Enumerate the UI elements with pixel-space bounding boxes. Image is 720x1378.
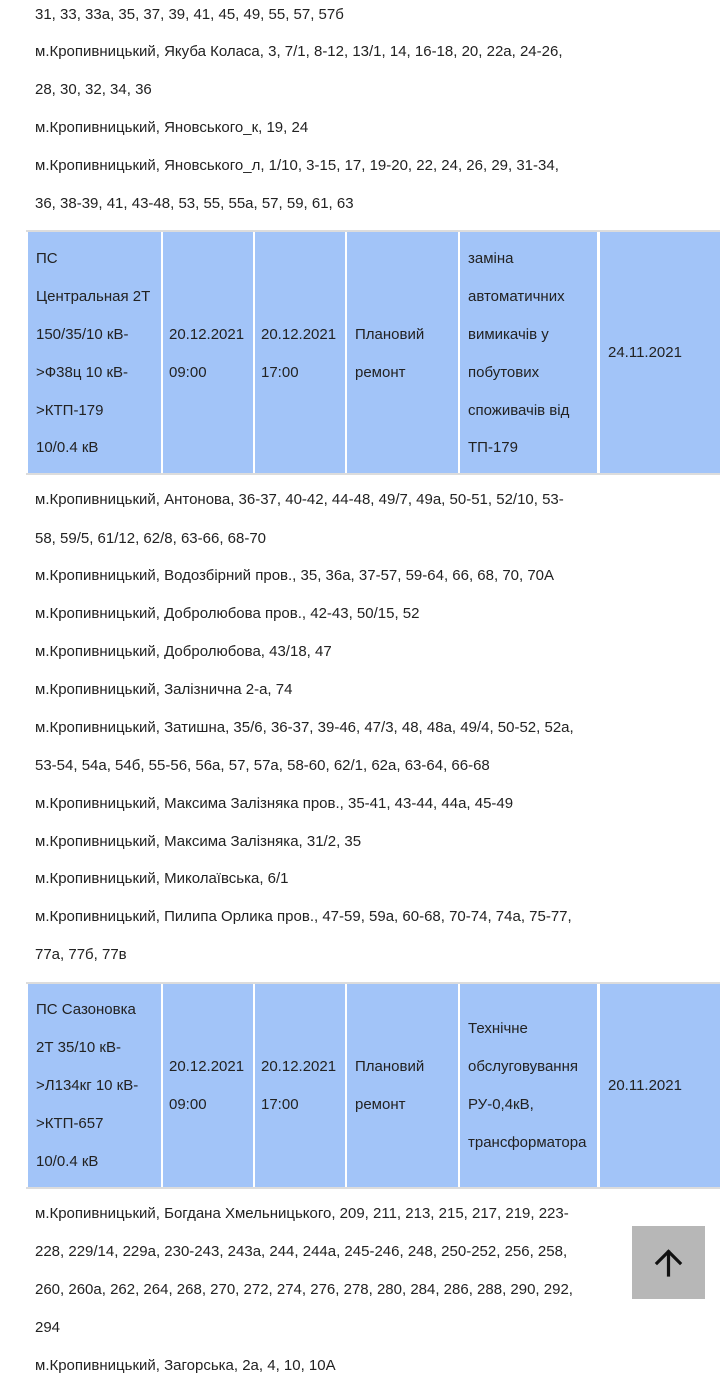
notice-date-cell	[600, 984, 720, 1187]
cell-text: >Л134кг 10 кВ-	[36, 1077, 139, 1094]
address-line: м.Кропивницький, Максима Залізняка, 31/2, 35	[35, 833, 362, 850]
substation-cell	[28, 232, 161, 473]
cell-text: Центральная 2Т	[36, 288, 151, 305]
cell-text: Технічне	[468, 1020, 528, 1037]
address-line: м.Кропивницький, Максима Залізняка пров., 35-41, 43-44, 44а, 45-49	[35, 795, 514, 812]
cell-text: трансформатора	[468, 1134, 587, 1151]
cell-text: 17:00	[261, 364, 299, 381]
address-line: м.Кропивницький, Богдана Хмельницького, 209, 211, 213, 215, 217, 219, 223-	[35, 1205, 569, 1222]
cell-text: заміна	[468, 250, 514, 267]
cell-text: ТП-179	[468, 439, 518, 456]
table-row	[26, 230, 720, 475]
cell-text: 20.12.2021	[261, 326, 337, 343]
cell-text: 20.11.2021	[608, 1077, 682, 1094]
cell-text: 10/0.4 кВ	[36, 1153, 99, 1170]
address-line: м.Кропивницький, Антонова, 36-37, 40-42, 44-48, 49/7, 49а, 50-51, 52/10, 53-	[35, 491, 564, 508]
cell-text: автоматичних	[468, 288, 565, 305]
arrow-up-icon	[653, 1247, 684, 1278]
cell-text: 20.12.2021	[261, 1058, 337, 1075]
address-line: м.Кропивницький, Залізнична 2-а, 74	[35, 681, 293, 698]
start-time-cell	[163, 232, 253, 473]
address-line: 294	[35, 1319, 61, 1336]
cell-text: >КТП-179	[36, 402, 104, 419]
address-line: м.Кропивницький, Затишна, 35/6, 36-37, 39-46, 47/3, 48, 48а, 49/4, 50-52, 52а,	[35, 719, 574, 736]
address-line: 36, 38-39, 41, 43-48, 53, 55, 55а, 57, 59, 61, 63	[35, 195, 354, 212]
address-line: м.Кропивницький, Водозбірний пров., 35, 36а, 37-57, 59-64, 66, 68, 70, 70А	[35, 567, 555, 584]
address-line: м.Кропивницький, Миколаївська, 6/1	[35, 870, 289, 887]
end-time-cell	[255, 984, 345, 1187]
cell-text: >КТП-657	[36, 1115, 104, 1132]
reason-cell	[460, 984, 597, 1187]
address-line: 31, 33, 33а, 35, 37, 39, 41, 45, 49, 55, 57, 57б	[35, 6, 344, 23]
address-line: м.Кропивницький, Якуба Коласа, 3, 7/1, 8-12, 13/1, 14, 16-18, 20, 22а, 24-26,	[35, 43, 563, 60]
address-line: м.Кропивницький, Яновського_л, 1/10, 3-15, 17, 19-20, 22, 24, 26, 29, 31-34,	[35, 157, 559, 174]
notice-date-cell	[600, 232, 720, 473]
address-line: м.Кропивницький, Добролюбова пров., 42-43, 50/15, 52	[35, 605, 420, 622]
cell-text: ПС	[36, 250, 58, 267]
address-line: 53-54, 54а, 54б, 55-56, 56а, 57, 57а, 58-60, 62/1, 62а, 63-64, 66-68	[35, 757, 490, 774]
cell-text: обслуговування	[468, 1058, 578, 1075]
table-row	[26, 982, 720, 1189]
start-time-cell	[163, 984, 253, 1187]
cell-text: 20.12.2021	[169, 1058, 245, 1075]
cell-text: 09:00	[169, 364, 207, 381]
address-line: м.Кропивницький, Добролюбова, 43/18, 47	[35, 643, 332, 660]
address-line: 58, 59/5, 61/12, 62/8, 63-66, 68-70	[35, 530, 267, 547]
cell-text: 20.12.2021	[169, 326, 245, 343]
address-line: м.Кропивницький, Яновського_к, 19, 24	[35, 119, 309, 136]
cell-text: вимикачів у	[468, 326, 549, 343]
work-type-cell	[347, 984, 458, 1187]
cell-text: 150/35/10 кВ-	[36, 326, 129, 343]
cell-text: 10/0.4 кВ	[36, 439, 99, 456]
cell-text: споживачів від	[468, 402, 570, 419]
cell-text: >Ф38ц 10 кВ-	[36, 364, 129, 381]
address-line: 260, 260а, 262, 264, 268, 270, 272, 274, 276, 278, 280, 284, 286, 288, 290, 292,	[35, 1281, 573, 1298]
back-to-top-button[interactable]	[632, 1226, 705, 1299]
address-line: 228, 229/14, 229а, 230-243, 243а, 244, 244а, 245-246, 248, 250-252, 256, 258,	[35, 1243, 568, 1260]
substation-cell	[28, 984, 161, 1187]
end-time-cell	[255, 232, 345, 473]
work-type-cell	[347, 232, 458, 473]
address-line: м.Кропивницький, Пилипа Орлика пров., 47-59, 59а, 60-68, 70-74, 74а, 75-77,	[35, 908, 572, 925]
cell-text: 09:00	[169, 1096, 207, 1113]
cell-text: ремонт	[355, 364, 406, 381]
cell-text: Плановий	[355, 326, 425, 343]
cell-text: 2Т 35/10 кВ-	[36, 1039, 121, 1056]
cell-text: 24.11.2021	[608, 344, 682, 361]
address-line: 77а, 77б, 77в	[35, 946, 127, 963]
reason-cell	[460, 232, 597, 473]
cell-text: ПС Сазоновка	[36, 1001, 136, 1018]
cell-text: Плановий	[355, 1058, 425, 1075]
address-line: 28, 30, 32, 34, 36	[35, 81, 152, 98]
cell-text: 17:00	[261, 1096, 299, 1113]
address-line: м.Кропивницький, Загорська, 2а, 4, 10, 10А	[35, 1357, 336, 1374]
cell-text: ремонт	[355, 1096, 406, 1113]
cell-text: побутових	[468, 364, 540, 381]
cell-text: РУ-0,4кВ,	[468, 1096, 534, 1113]
